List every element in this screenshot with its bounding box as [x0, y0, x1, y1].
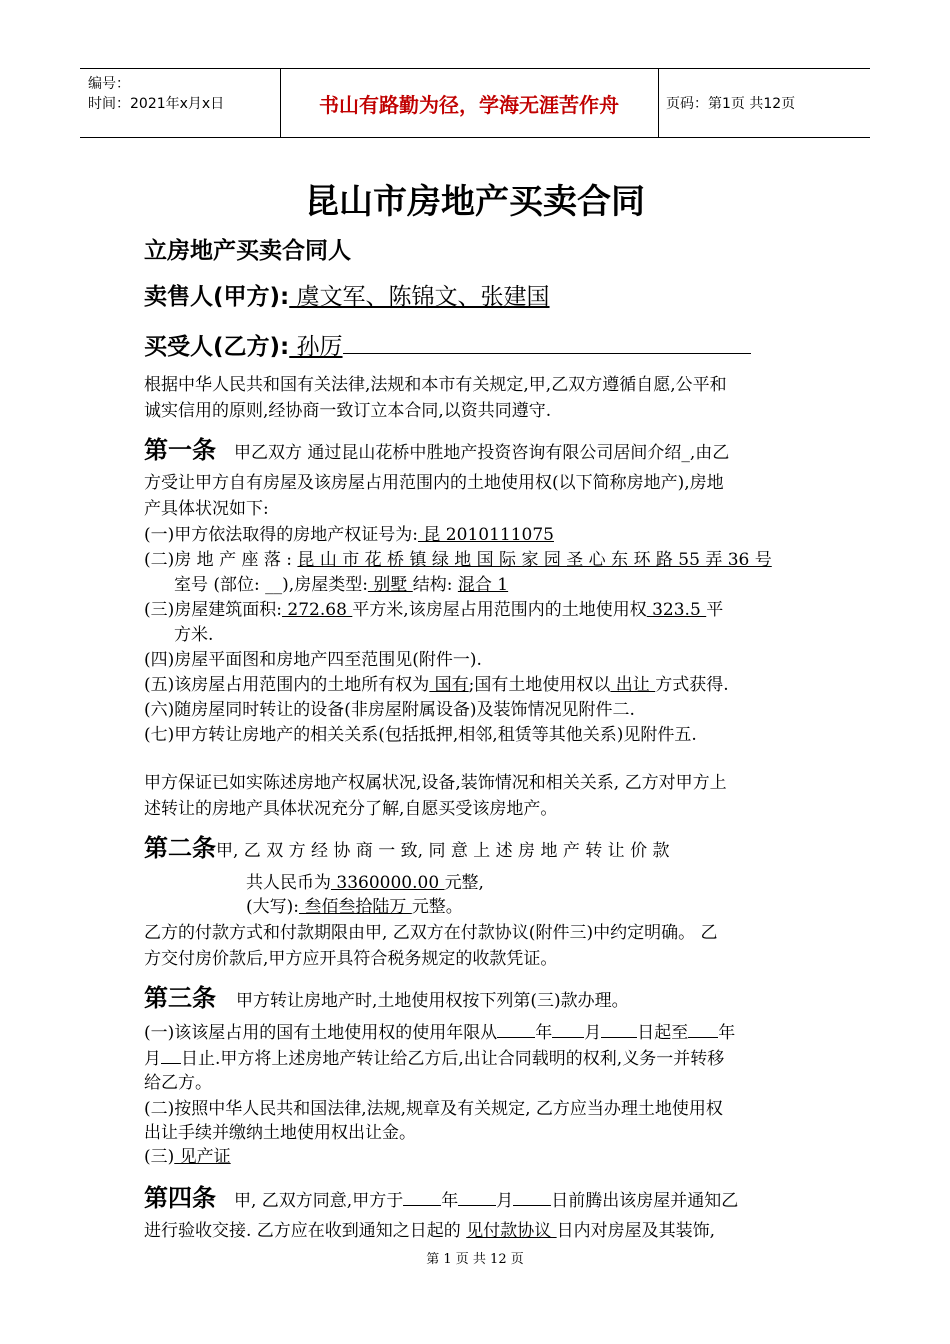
article3-item-3 — [144, 1142, 231, 1167]
term-end-month: 月 — [144, 1049, 161, 1069]
price-upper-line — [246, 892, 463, 917]
item3-value: 见产证 — [174, 1147, 231, 1167]
handover-year: 年 — [441, 1191, 459, 1211]
ownership-label: (五)该房屋占用范围内的土地所有权为 — [144, 675, 430, 695]
handover-month-blank — [458, 1187, 496, 1206]
article4-intro: 甲, 乙双方同意,甲方于 — [234, 1191, 404, 1211]
price-upper-unit: 元整。 — [411, 897, 463, 917]
document-title: 昆山市房地产买卖合同 — [305, 182, 645, 222]
article1-line-2: 方受让甲方自有房屋及该房屋占用范围内的土地使用权(以下简称房地产),房地 — [144, 473, 724, 493]
term-day-to: 日起至 — [637, 1023, 689, 1043]
term-month: 月 — [584, 1023, 602, 1043]
term-end-day-blank — [161, 1045, 181, 1064]
article3-item-1 — [144, 1018, 735, 1043]
page-footer: 第 1 页 共 12 页 — [426, 1252, 524, 1267]
article2-line-1 — [144, 828, 669, 863]
document-date: 时间：2021年x月x日 — [88, 96, 225, 112]
term-end-text: 日止.甲方将上述房地产转让给乙方后,出让合同载明的权利,义务一并转移 — [181, 1049, 725, 1069]
header-meta — [80, 69, 281, 137]
term-start-year-blank — [497, 1019, 535, 1038]
structure-label: 结构: — [412, 575, 458, 595]
land-right-way: 出让 — [610, 675, 656, 695]
buyer-blank-line — [343, 335, 751, 354]
article1-line-3: 产具体状况如下: — [144, 499, 269, 519]
article3-intro: 甲方转让房地产时,土地使用权按下列第(三)款办理。 — [236, 991, 629, 1011]
article1-item-6: (六)随房屋同时转让的设备(非房屋附属设备)及装饰情况见附件二. — [144, 700, 635, 720]
article1-intro: 甲乙双方 通过昆山花桥中胜地产投资咨询有限公司居间介绍 — [234, 443, 682, 463]
article1-item-5 — [144, 670, 729, 695]
article3-item-2b: 出让手续并缴纳土地使用权出让金。 — [144, 1123, 416, 1143]
article1-item-3b: 方米. — [174, 625, 214, 645]
article1-item-4: (四)房屋平面图和房地产四至范围见(附件一). — [144, 650, 482, 670]
article2-intro: 甲, 乙 双 方 经 协 商 一 致, 同 意 上 述 房 地 产 转 让 价 款 — [216, 841, 670, 861]
part-label: 室号 (部位: — [174, 575, 266, 595]
preamble-line-2: 诚实信用的原则,经协商一致订立本合同,以资共同遵守. — [144, 401, 552, 421]
area-unit: 平 — [706, 600, 724, 620]
area-mid-text: 平方米,该房屋占用范围内的土地使用权 — [352, 600, 647, 620]
header-motto: 书山有路勤为径，学海无涯苦作舟 — [280, 69, 659, 137]
article1-heading: 第一条 — [144, 436, 216, 464]
article1-item-2b — [174, 570, 508, 595]
document-number-label: 编号： — [88, 76, 130, 92]
seller-names: 虞文军、陈锦文、张建国 — [289, 284, 550, 310]
article2-heading: 第二条 — [144, 834, 216, 862]
article1-line-1 — [144, 430, 729, 465]
price-upper-label: (大写): — [246, 897, 299, 917]
term-start-day-blank — [601, 1019, 637, 1038]
article3-line-1 — [144, 978, 629, 1013]
price-upper-value: 叁佰叁拾陆万 — [299, 897, 412, 917]
term-end-year-blank — [688, 1019, 718, 1038]
article3-item-1c: 给乙方。 — [144, 1073, 212, 1093]
term-year-2: 年 — [718, 1023, 736, 1043]
seller-label: 卖售人(甲方): — [144, 284, 290, 310]
article4-line-2 — [144, 1216, 715, 1241]
article1-intro-end: _,由乙 — [681, 443, 730, 463]
term-year: 年 — [535, 1023, 553, 1043]
price-label: 共人民币为 — [246, 873, 331, 893]
buyer-label: 买受人(乙方): — [144, 334, 290, 360]
article1-item-2 — [144, 545, 772, 570]
price-value: 3360000.00 — [331, 873, 445, 893]
structure-value: 混合 1 — [457, 575, 509, 595]
article1-item-1 — [144, 520, 554, 545]
price-line — [246, 868, 484, 893]
article1-item-3 — [144, 595, 723, 620]
certificate-number: 昆 2010111075 — [418, 525, 554, 545]
buyer-name: 孙厉 — [289, 334, 343, 360]
handover-year-blank — [403, 1187, 441, 1206]
preamble-line-1: 根据中华人民共和国有关法律,法规和本市有关规定,甲,乙双方遵循自愿,公平和 — [144, 375, 727, 395]
term-text: (一)该该屋占用的国有土地使用权的使用年限从 — [144, 1023, 498, 1043]
page-header — [80, 68, 870, 138]
seller-line — [144, 278, 550, 311]
article3-item-2a: (二)按照中华人民共和国法律,法规,规章及有关规定, 乙方应当办理土地使用权 — [144, 1099, 723, 1119]
article4-intro-end: 日前腾出该房屋并通知乙 — [551, 1191, 739, 1211]
land-right-label: ;国有土地使用权以 — [468, 675, 611, 695]
term-start-month-blank — [552, 1019, 584, 1038]
certificate-label: (一)甲方依法取得的房地产权证号为: — [144, 525, 418, 545]
header-page-number: 页码：第1页 共12页 — [666, 96, 796, 112]
part-value: __ — [265, 575, 283, 595]
article3-item-1b — [144, 1044, 724, 1069]
inspection-text: 进行验收交接. 乙方应在收到通知之日起的 — [144, 1221, 467, 1241]
article1-item-7: (七)甲方转让房地产的相关关系(包括抵押,相邻,租赁等其他关系)见附件五. — [144, 725, 697, 745]
land-area: 323.5 — [646, 600, 707, 620]
article4-heading: 第四条 — [144, 1184, 216, 1212]
inspection-text-end: 日内对房屋及其装饰, — [556, 1221, 716, 1241]
handover-month: 月 — [496, 1191, 514, 1211]
guarantee-line-2: 述转让的房地产具体状况充分了解,自愿买受该房地产。 — [144, 799, 558, 819]
article4-line-1 — [144, 1178, 738, 1213]
handover-day-blank — [513, 1187, 551, 1206]
payment-line-2: 方交付房价款后,甲方应开具符合税务规定的收款凭证。 — [144, 949, 558, 969]
location-label: (二)房 地 产 座 落 : — [144, 550, 298, 570]
area-label: (三)房屋建筑面积: — [144, 600, 282, 620]
article3-heading: 第三条 — [144, 984, 216, 1012]
buyer-line — [144, 328, 751, 361]
price-unit: 元整, — [444, 873, 484, 893]
parties-heading: 立房地产买卖合同人 — [144, 238, 351, 264]
building-area: 272.68 — [282, 600, 353, 620]
guarantee-line-1: 甲方保证已如实陈述房地产权属状况,设备,装饰情况和相关关系, 乙方对甲方上 — [144, 773, 727, 793]
inspection-days: 见付款协议 — [466, 1221, 557, 1241]
ownership-value: 国有 — [429, 675, 469, 695]
payment-line-1: 乙方的付款方式和付款期限由甲, 乙双方在付款协议(附件三)中约定明确。 乙 — [144, 923, 718, 943]
land-right-end: 方式获得. — [655, 675, 729, 695]
item3-label: (三) — [144, 1147, 175, 1167]
house-type-label: ),房屋类型: — [282, 575, 368, 595]
house-type-value: 别墅 — [367, 575, 413, 595]
location-value: 昆 山 市 花 桥 镇 绿 地 国 际 家 园 圣 心 东 环 路 55 弄 36 号 — [297, 550, 772, 570]
